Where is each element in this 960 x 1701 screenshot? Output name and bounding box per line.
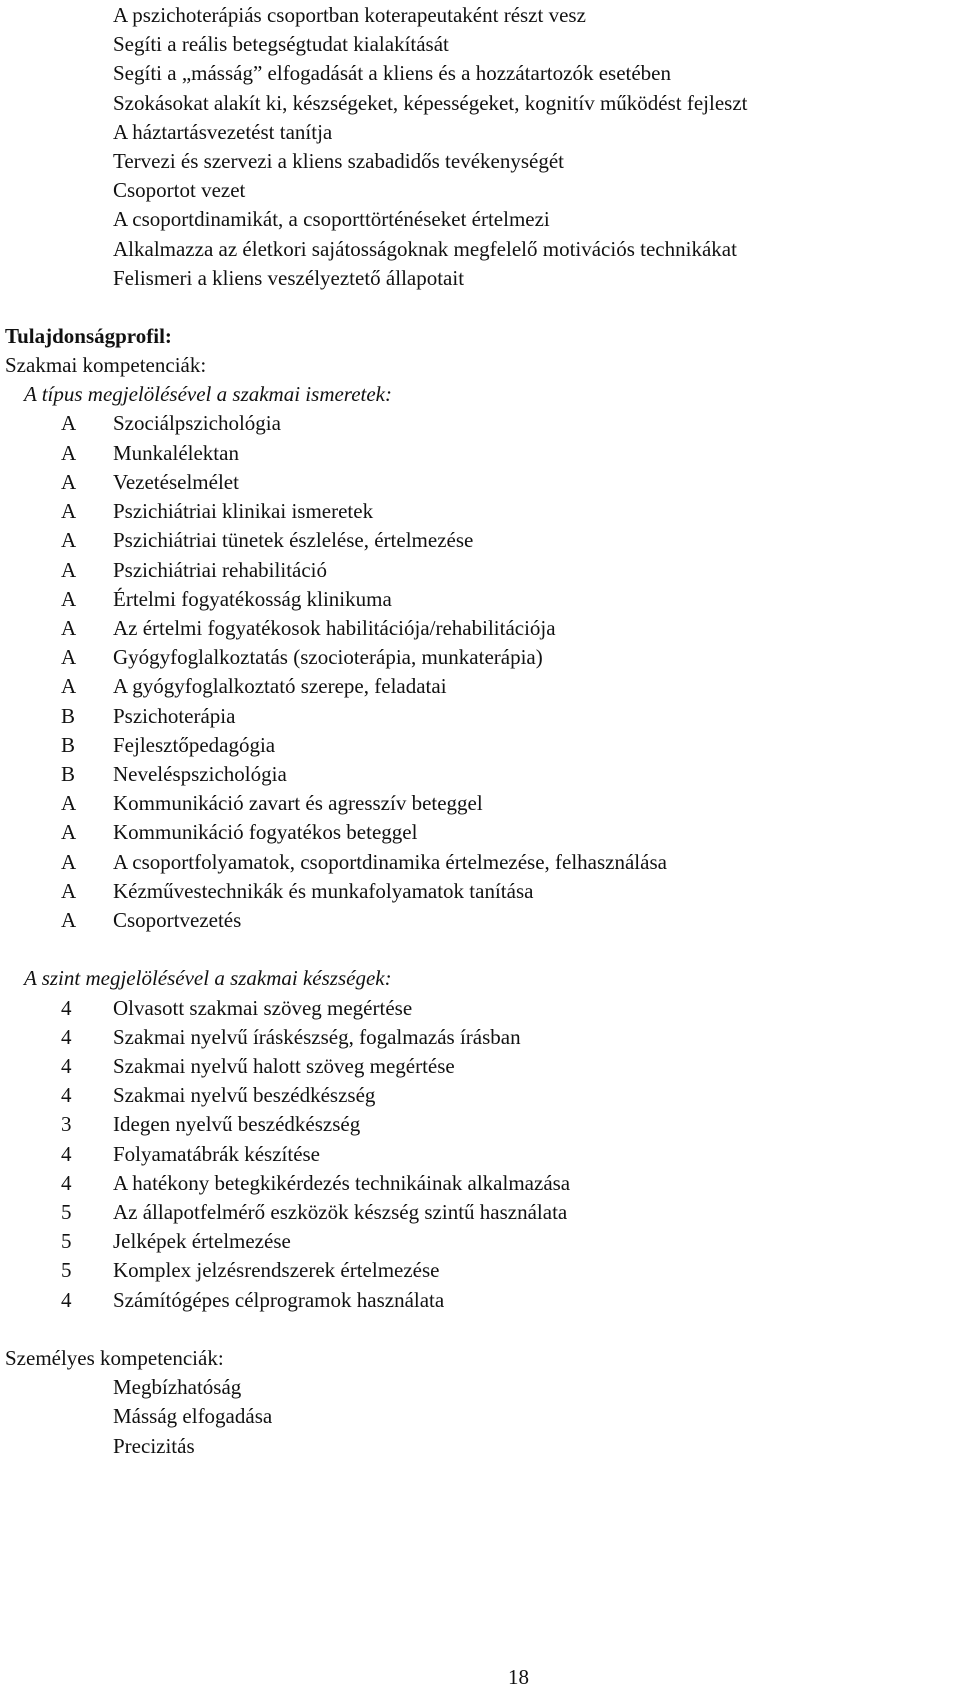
type-letter: A (61, 616, 77, 640)
knowledge-text: Az értelmi fogyatékosok habilitációja/rehabilitációja (113, 616, 556, 640)
knowledge-text: A gyógyfoglalkoztató szerepe, feladatai (113, 674, 447, 698)
skill-text: Olvasott szakmai szöveg megértése (113, 996, 413, 1020)
knowledge-text: Kommunikáció fogyatékos beteggel (113, 820, 418, 844)
activity-item: A pszichoterápiás csoportban koterapeutaként részt vesz (113, 3, 586, 27)
skill-text: Szakmai nyelvű halott szöveg megértése (113, 1054, 455, 1078)
professional-competencies-heading: Szakmai kompetenciák: (5, 353, 207, 377)
knowledge-text: Pszichiátriai tünetek észlelése, értelmezése (113, 528, 474, 552)
knowledge-text: Kommunikáció zavart és agresszív beteggel (113, 791, 483, 815)
knowledge-text: Értelmi fogyatékosság klinikuma (113, 587, 392, 611)
skill-text: Komplex jelzésrendszerek értelmezése (113, 1258, 440, 1282)
type-letter: A (61, 441, 77, 465)
type-letter: B (61, 762, 76, 786)
type-letter: A (61, 528, 77, 552)
type-letter: A (61, 791, 77, 815)
knowledge-text: Pszichoterápia (113, 704, 236, 728)
knowledge-text: Szociálpszichológia (113, 411, 281, 435)
knowledge-text: Fejlesztőpedagógia (113, 733, 276, 757)
type-letter: B (61, 733, 76, 757)
skill-text: Jelképek értelmezése (113, 1229, 291, 1253)
activity-item: Tervezi és szervezi a kliens szabadidős tevékenységét (113, 149, 564, 173)
type-letter: A (61, 879, 77, 903)
activity-item: Szokásokat alakít ki, készségeket, képességeket, kognitív működést fejleszt (113, 91, 748, 115)
page-number: 18 (508, 1665, 529, 1689)
type-letter: A (61, 908, 77, 932)
skill-level: 4 (61, 1288, 72, 1312)
personal-item: Másság elfogadása (113, 1404, 273, 1428)
skill-level: 4 (61, 1054, 72, 1078)
type-letter: B (61, 704, 76, 728)
personal-item: Megbízhatóság (113, 1375, 242, 1399)
skill-level: 4 (61, 1025, 72, 1049)
skill-text: Szakmai nyelvű beszédkészség (113, 1083, 376, 1107)
activity-item: Segíti a reális betegségtudat kialakítását (113, 32, 449, 56)
type-letter: A (61, 850, 77, 874)
personal-competencies-heading: Személyes kompetenciák: (5, 1346, 224, 1370)
activity-item: Csoportot vezet (113, 178, 246, 202)
skill-text: Az állapotfelmérő eszközök készség szintű használata (113, 1200, 568, 1224)
activity-item: Segíti a „másság” elfogadását a kliens és a hozzátartozók esetében (113, 61, 672, 85)
type-letter: A (61, 587, 77, 611)
type-letter: A (61, 558, 77, 582)
skill-level: 4 (61, 1142, 72, 1166)
knowledge-text: Neveléspszichológia (113, 762, 287, 786)
skill-level: 5 (61, 1200, 72, 1224)
skill-text: A hatékony betegkikérdezés technikáinak alkalmazása (113, 1171, 571, 1195)
type-letter: A (61, 820, 77, 844)
skill-text: Idegen nyelvű beszédkészség (113, 1112, 361, 1136)
knowledge-heading: A típus megjelölésével a szakmai ismeretek: (24, 382, 392, 406)
knowledge-text: Kézművestechnikák és munkafolyamatok tanítása (113, 879, 534, 903)
type-letter: A (61, 674, 77, 698)
skill-text: Folyamatábrák készítése (113, 1142, 321, 1166)
type-letter: A (61, 645, 77, 669)
skill-level: 5 (61, 1229, 72, 1253)
activity-item: Alkalmazza az életkori sajátosságoknak megfelelő motivációs technikákat (113, 237, 737, 261)
skill-level: 4 (61, 1171, 72, 1195)
profile-heading: Tulajdonságprofil: (5, 324, 172, 348)
knowledge-text: A csoportfolyamatok, csoportdinamika értelmezése, felhasználása (113, 850, 667, 874)
knowledge-text: Pszichiátriai rehabilitáció (113, 558, 327, 582)
knowledge-text: Vezetéselmélet (113, 470, 239, 494)
skill-text: Szakmai nyelvű íráskészség, fogalmazás írásban (113, 1025, 521, 1049)
skill-level: 4 (61, 1083, 72, 1107)
skills-heading: A szint megjelölésével a szakmai készségek: (24, 966, 392, 990)
skill-level: 4 (61, 996, 72, 1020)
knowledge-text: Pszichiátriai klinikai ismeretek (113, 499, 374, 523)
activity-item: A csoportdinamikát, a csoporttörténéseket értelmezi (113, 207, 550, 231)
activity-item: A háztartásvezetést tanítja (113, 120, 333, 144)
type-letter: A (61, 411, 77, 435)
type-letter: A (61, 470, 77, 494)
skill-text: Számítógépes célprogramok használata (113, 1288, 445, 1312)
personal-item: Precizitás (113, 1434, 195, 1458)
knowledge-text: Gyógyfoglalkoztatás (szocioterápia, munkaterápia) (113, 645, 543, 669)
activity-item: Felismeri a kliens veszélyeztető állapotait (113, 266, 465, 290)
skill-level: 5 (61, 1258, 72, 1282)
knowledge-text: Munkalélektan (113, 441, 239, 465)
knowledge-text: Csoportvezetés (113, 908, 242, 932)
skill-level: 3 (61, 1112, 72, 1136)
type-letter: A (61, 499, 77, 523)
